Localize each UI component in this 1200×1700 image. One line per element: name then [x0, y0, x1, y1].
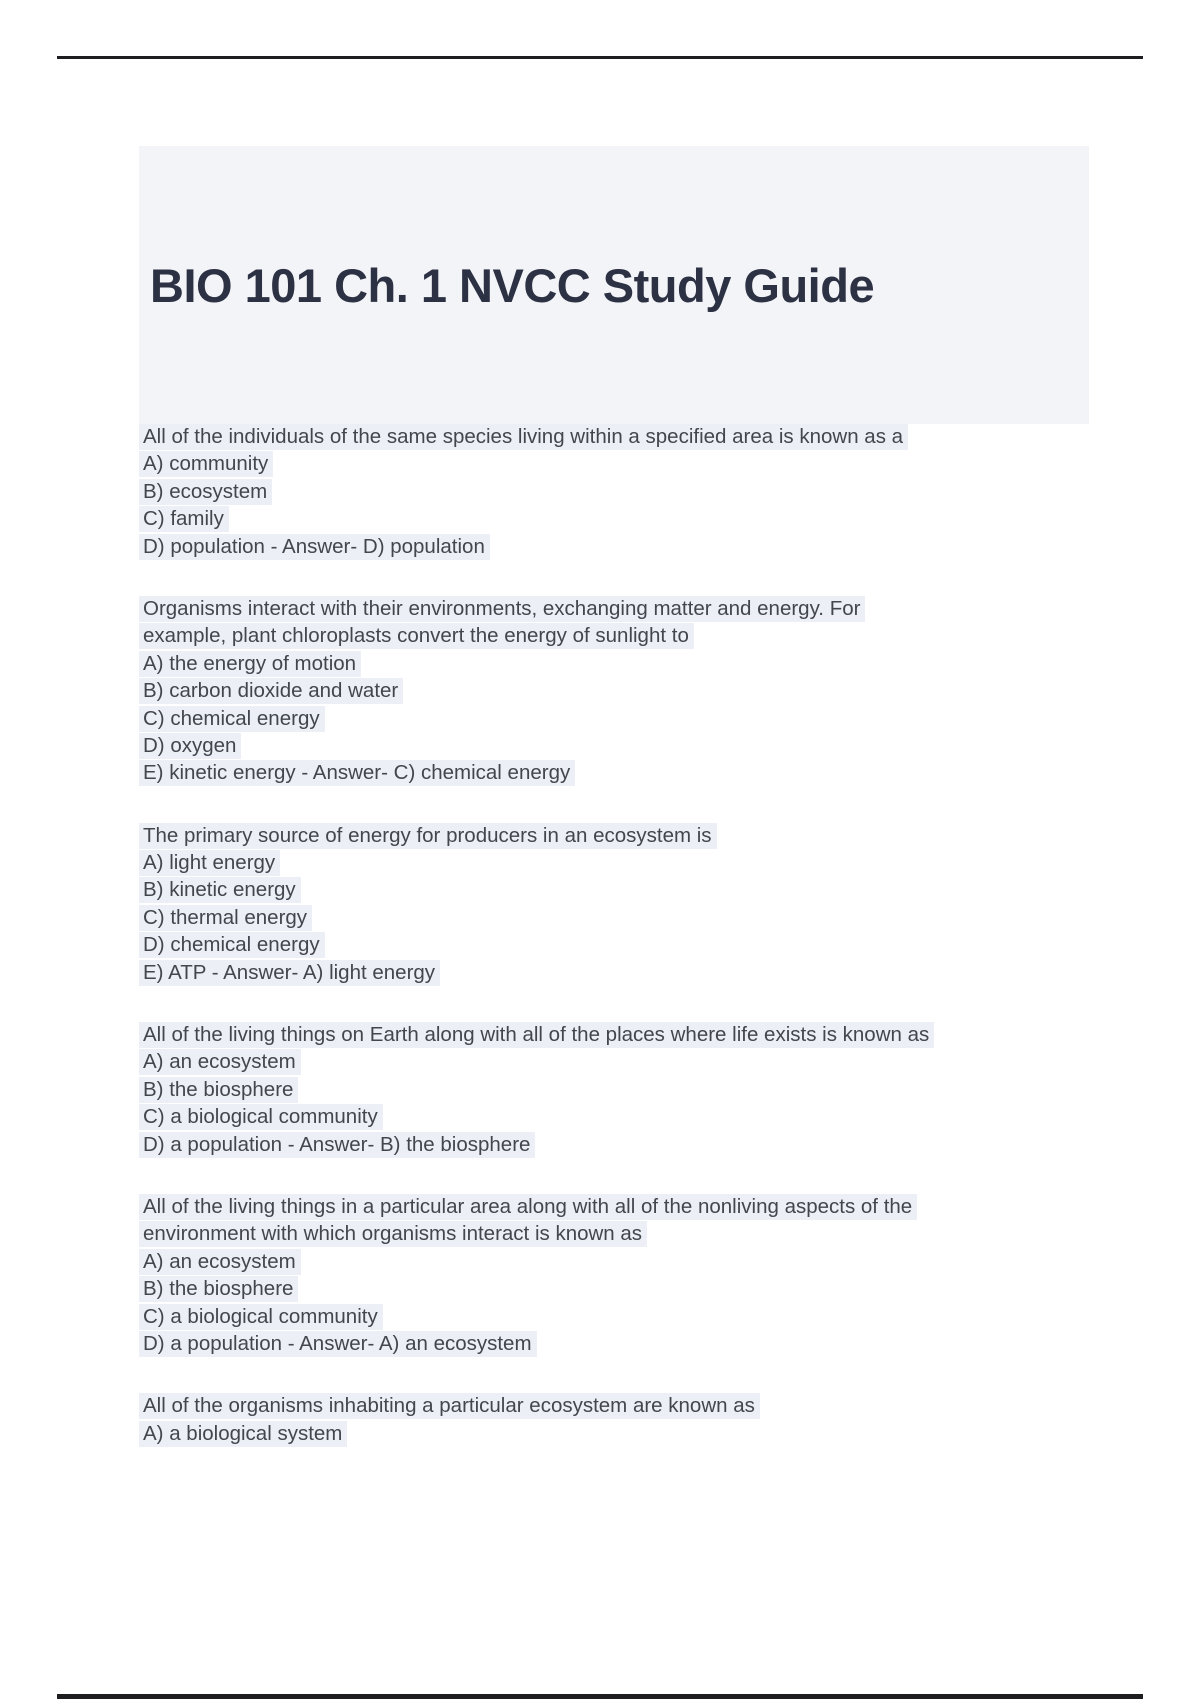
- question-block: [143, 822, 1158, 986]
- text-line: [143, 533, 1158, 560]
- text-line-highlight: C) chemical energy: [139, 706, 325, 732]
- text-line-highlight: A) community: [139, 451, 273, 477]
- text-line-highlight: A) an ecosystem: [139, 1249, 301, 1275]
- text-line-highlight: All of the living things on Earth along with all of the places where life exists is known as: [139, 1022, 934, 1048]
- text-line: [143, 1420, 1158, 1447]
- text-line-highlight: D) chemical energy: [139, 932, 325, 958]
- text-line-highlight: B) ecosystem: [139, 479, 272, 505]
- text-line-highlight: A) light energy: [139, 850, 280, 876]
- text-line-highlight: All of the individuals of the same species living within a specified area is known as a: [139, 424, 908, 450]
- text-line-highlight: environment with which organisms interact is known as: [139, 1221, 647, 1247]
- text-line-highlight: D) population - Answer- D) population: [139, 534, 490, 560]
- text-line-highlight: B) the biosphere: [139, 1077, 298, 1103]
- text-line: [143, 450, 1158, 477]
- text-line-highlight: E) ATP - Answer- A) light energy: [139, 960, 440, 986]
- text-line: [143, 1330, 1158, 1357]
- text-line-highlight: A) an ecosystem: [139, 1049, 301, 1075]
- question-block: [143, 1392, 1158, 1447]
- text-line: [143, 931, 1158, 958]
- page-title: BIO 101 Ch. 1 NVCC Study Guide: [150, 258, 875, 312]
- text-line: [143, 595, 1158, 622]
- text-line: [143, 1248, 1158, 1275]
- text-line: [143, 1131, 1158, 1158]
- text-line: [143, 505, 1158, 532]
- title-banner: [139, 146, 1089, 424]
- text-line-highlight: E) kinetic energy - Answer- C) chemical energy: [139, 760, 575, 786]
- text-line: [143, 822, 1158, 849]
- text-line-highlight: A) the energy of motion: [139, 651, 361, 677]
- text-line: [143, 1048, 1158, 1075]
- text-line: [143, 1275, 1158, 1302]
- text-line-highlight: C) family: [139, 506, 229, 532]
- text-line-highlight: B) the biosphere: [139, 1276, 298, 1302]
- text-line-highlight: D) a population - Answer- A) an ecosystem: [139, 1331, 537, 1357]
- question-block: [143, 1021, 1158, 1158]
- text-line: [143, 423, 1158, 450]
- text-line-highlight: C) a biological community: [139, 1104, 383, 1130]
- text-line: [143, 1021, 1158, 1048]
- text-line: [143, 677, 1158, 704]
- text-line-highlight: A) a biological system: [139, 1421, 347, 1447]
- question-block: [143, 423, 1158, 560]
- bottom-rule: [57, 1694, 1143, 1699]
- text-line-highlight: Organisms interact with their environments, exchanging matter and energy. For: [139, 596, 865, 622]
- text-line: [143, 759, 1158, 786]
- text-line: [143, 1193, 1158, 1220]
- text-line: [143, 705, 1158, 732]
- text-line: [143, 959, 1158, 986]
- text-line: [143, 622, 1158, 649]
- text-line-highlight: All of the organisms inhabiting a particular ecosystem are known as: [139, 1393, 760, 1419]
- text-line-highlight: D) oxygen: [139, 733, 241, 759]
- question-block: [143, 1193, 1158, 1357]
- text-line-highlight: D) a population - Answer- B) the biosphere: [139, 1132, 535, 1158]
- questions-container: [143, 423, 1158, 1482]
- text-line-highlight: C) a biological community: [139, 1304, 383, 1330]
- text-line: [143, 849, 1158, 876]
- text-line: [143, 650, 1158, 677]
- text-line-highlight: B) carbon dioxide and water: [139, 678, 403, 704]
- text-line-highlight: The primary source of energy for producers in an ecosystem is: [139, 823, 717, 849]
- text-line: [143, 1392, 1158, 1419]
- text-line: [143, 1303, 1158, 1330]
- text-line: [143, 732, 1158, 759]
- top-rule: [57, 56, 1143, 59]
- text-line: [143, 904, 1158, 931]
- text-line: [143, 478, 1158, 505]
- question-block: [143, 595, 1158, 787]
- text-line: [143, 876, 1158, 903]
- text-line-highlight: C) thermal energy: [139, 905, 312, 931]
- text-line-highlight: B) kinetic energy: [139, 877, 301, 903]
- text-line-highlight: All of the living things in a particular area along with all of the nonliving aspects of the: [139, 1194, 917, 1220]
- text-line-highlight: example, plant chloroplasts convert the energy of sunlight to: [139, 623, 694, 649]
- text-line: [143, 1103, 1158, 1130]
- text-line: [143, 1220, 1158, 1247]
- text-line: [143, 1076, 1158, 1103]
